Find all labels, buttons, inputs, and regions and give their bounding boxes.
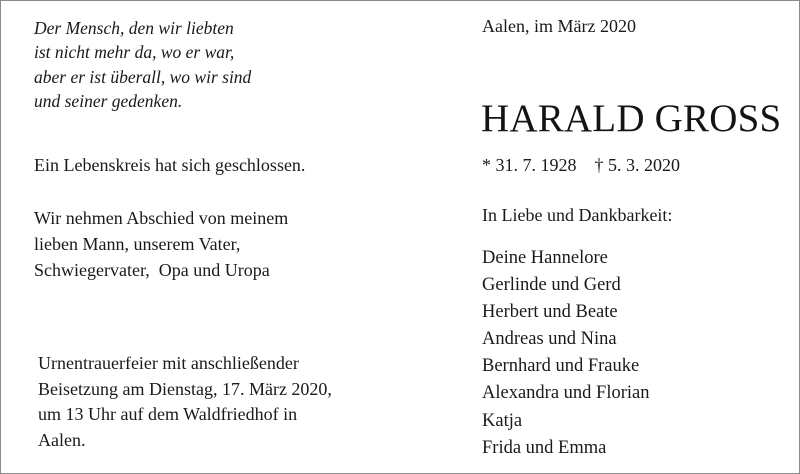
birth-date: * 31. 7. 1928 xyxy=(482,155,577,175)
poem-line: aber er ist überall, wo wir sind xyxy=(34,66,252,87)
mourner-entry: Alexandra und Florian xyxy=(482,383,650,404)
mourner-entry: Gerlinde und Gerd xyxy=(482,275,621,296)
farewell-line: lieben Mann, unserem Vater, xyxy=(34,234,241,254)
farewell-text xyxy=(34,205,288,283)
circle-of-life-text: Ein Lebenskreis hat sich geschlossen. xyxy=(34,155,306,175)
farewell-line: Wir nehmen Abschied von meinem xyxy=(34,208,289,228)
life-dates xyxy=(482,155,680,176)
poem-line: Der Mensch, den wir liebten xyxy=(34,18,234,38)
mourners-list xyxy=(482,245,650,462)
mourner-entry: Deine Hannelore xyxy=(482,248,608,268)
mourner-entry: Bernhard und Frauke xyxy=(482,356,640,377)
mourner-entry: Andreas und Nina xyxy=(482,329,617,350)
death-date: † 5. 3. 2020 xyxy=(594,155,680,175)
poem-line: und seiner gedenken. xyxy=(34,90,183,111)
mourner-entry: Katja xyxy=(482,410,523,431)
mourner-entry: Herbert und Beate xyxy=(482,302,618,323)
service-line: Beisetzung am Dienstag, 17. März 2020, xyxy=(38,378,332,399)
farewell-line: Schwiegervater, Opa und Uropa xyxy=(34,260,270,280)
place-date: Aalen, im März 2020 xyxy=(482,16,636,36)
service-line: Aalen. xyxy=(38,429,86,450)
funeral-service-info xyxy=(38,351,332,453)
poem-line: ist nicht mehr da, wo er war, xyxy=(34,42,235,63)
thanks-heading: In Liebe und Dankbarkeit: xyxy=(482,205,673,225)
service-line: Urnentrauerfeier mit anschließender xyxy=(38,353,299,373)
deceased-name: HARALD GROSS xyxy=(481,97,782,140)
memorial-poem xyxy=(34,16,251,113)
mourner-entry: Frida und Emma xyxy=(482,437,607,458)
service-line: um 13 Uhr auf dem Waldfriedhof in xyxy=(38,404,298,424)
